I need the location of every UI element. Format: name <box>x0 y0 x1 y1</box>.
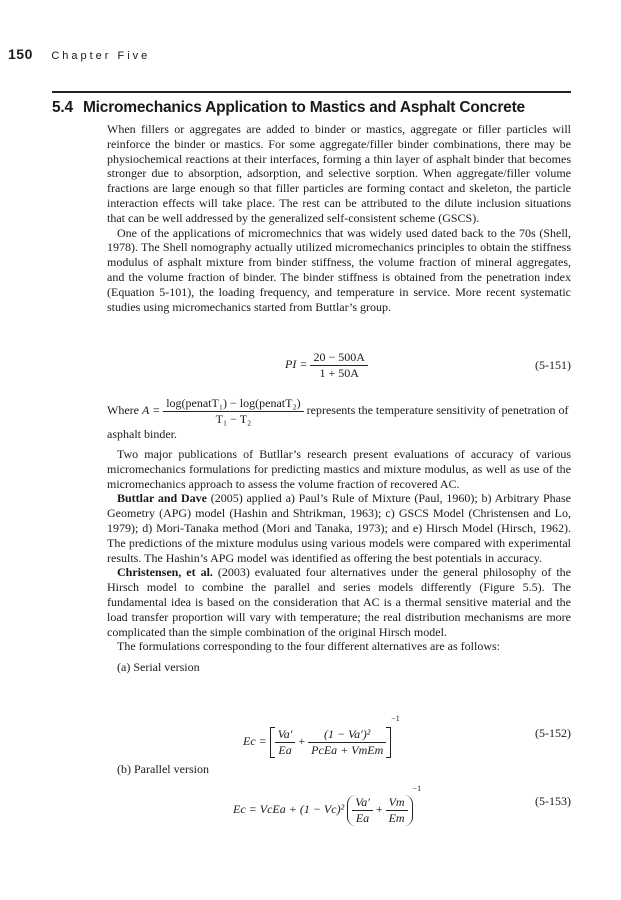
equation-5-153: Ec = VcEa + (1 − Vc)² $\frac{Va'}{Ea}$ + $\frac{Vm}{Em}$ $^{-1}$ (5-153) <box>233 784 571 825</box>
paragraph: The formulations corresponding to the four different alternatives are as follows: <box>117 639 500 654</box>
equation-number: (5-153) <box>535 794 571 808</box>
fraction: $\frac{\text{log(penatT₁) − log(penatT₂)}}{\text{T₁ − T₂}}$ <box>163 396 303 427</box>
where-definition: Where A = $\frac{\text{log(penatT₁) − log(penatT₂)}}{\text{T₁ − T₂}}$ represents the temperature sensitivity of penetration of asphalt binder. <box>107 396 569 441</box>
paragraph: When fillers or aggregates are added to binder or mastics, aggregate or filler particles will reinforce the binder or mastics. For some aggregate/filler binder combinations, there may be physiochemical reactions at their interfaces, forming a thin layer of asphalt binder that becomes stronger due to absorption, adsorption, and selective sorption. When aggregate/filler volume fractions are large enough so that filler particles are forming contact and skeleton, the particle interaction effects will take place. The rest can be attributed to the dilute inclusion situations that can be well addressed by the generalized self-consistent scheme (GSCS). <box>107 122 571 225</box>
running-header <box>8 46 150 64</box>
equation-5-151 <box>107 350 571 384</box>
parallel-label-block <box>107 762 571 777</box>
paragraph: Two major publications of Butllar’s research present evaluations of accuracy of various micromechanics formulations for predicting mastics and mixture modulus, as well as use of the micromechanics approach to assess the volume fraction of recovered AC. <box>107 447 571 491</box>
paragraph: Buttlar and Dave (2005) applied a) Paul’s Rule of Mixture (Paul, 1960); b) Arbitrary Phase Geometry (APG) model (Hashin and Shtrikman, 1963); c) GSCS Model (Christensen and Lo, 1979); d) Mori-Tanaka method (Mori and Tanaka, 1973); and e) Hirsch Model (Hirsch, 1962). The predictions of the mixture modulus using various models were compared with experimental results. The Hashin’s APG model was identified as offering the best potentials in accuracy. <box>107 491 572 565</box>
parallel-label: (b) Parallel version <box>117 762 209 776</box>
paragraph: One of the applications of micromechnics that was widely used dated back to the 70s (Shell, 1978). The Shell nomography actually utilized micromechanics principles to obtain the stiffness modulus of asphalt mixture from binder stiffness, the volume fraction of mineral aggregates, and the volume fraction of binder. The binder stiffness is obtained from the penetration index (Equation 5-101), the loading frequency, and temperature in service. More recent systematic studies using micromechanics started from Buttlar’s group. <box>107 225 571 314</box>
equation-lhs: PI = <box>285 357 308 372</box>
header-rule <box>52 91 571 93</box>
equation-number: (5-152) <box>535 726 571 740</box>
paragraph: Christensen, et al. (2003) evaluated four alternatives under the general philosophy of the Hirsch model to combine the parallel and series models differently (Figure 5.5). The fundamental idea is based on the consideration that AC is a thermal sensitive material and the load transfer proportion will vary with temperature; the real distribution mechanisms are more complicated than the simple combination of the original Hirsch model. <box>107 565 571 639</box>
equation-5-152: Ec = $\frac{Va'}{Ea}$ + $\frac{\text{(1 − Va′)²}}{\text{PcEa + VmEm}}$ $^{-1}$ (5-152) <box>243 714 571 757</box>
equation-number: (5-151) <box>535 358 571 372</box>
chapter-label: Chapter Five <box>51 50 151 62</box>
page-number: 150 <box>8 46 33 62</box>
section-heading <box>52 99 572 117</box>
fraction: $\frac{20 - 500A}{1 + 50A}$ <box>310 350 367 381</box>
section-title: Micromechanics Application to Mastics and Asphalt Concrete <box>82 99 525 116</box>
serial-label: (a) Serial version <box>117 660 200 675</box>
body-text <box>107 122 571 314</box>
section-number: 5.4 <box>52 99 73 116</box>
body-text-2 <box>107 447 571 675</box>
